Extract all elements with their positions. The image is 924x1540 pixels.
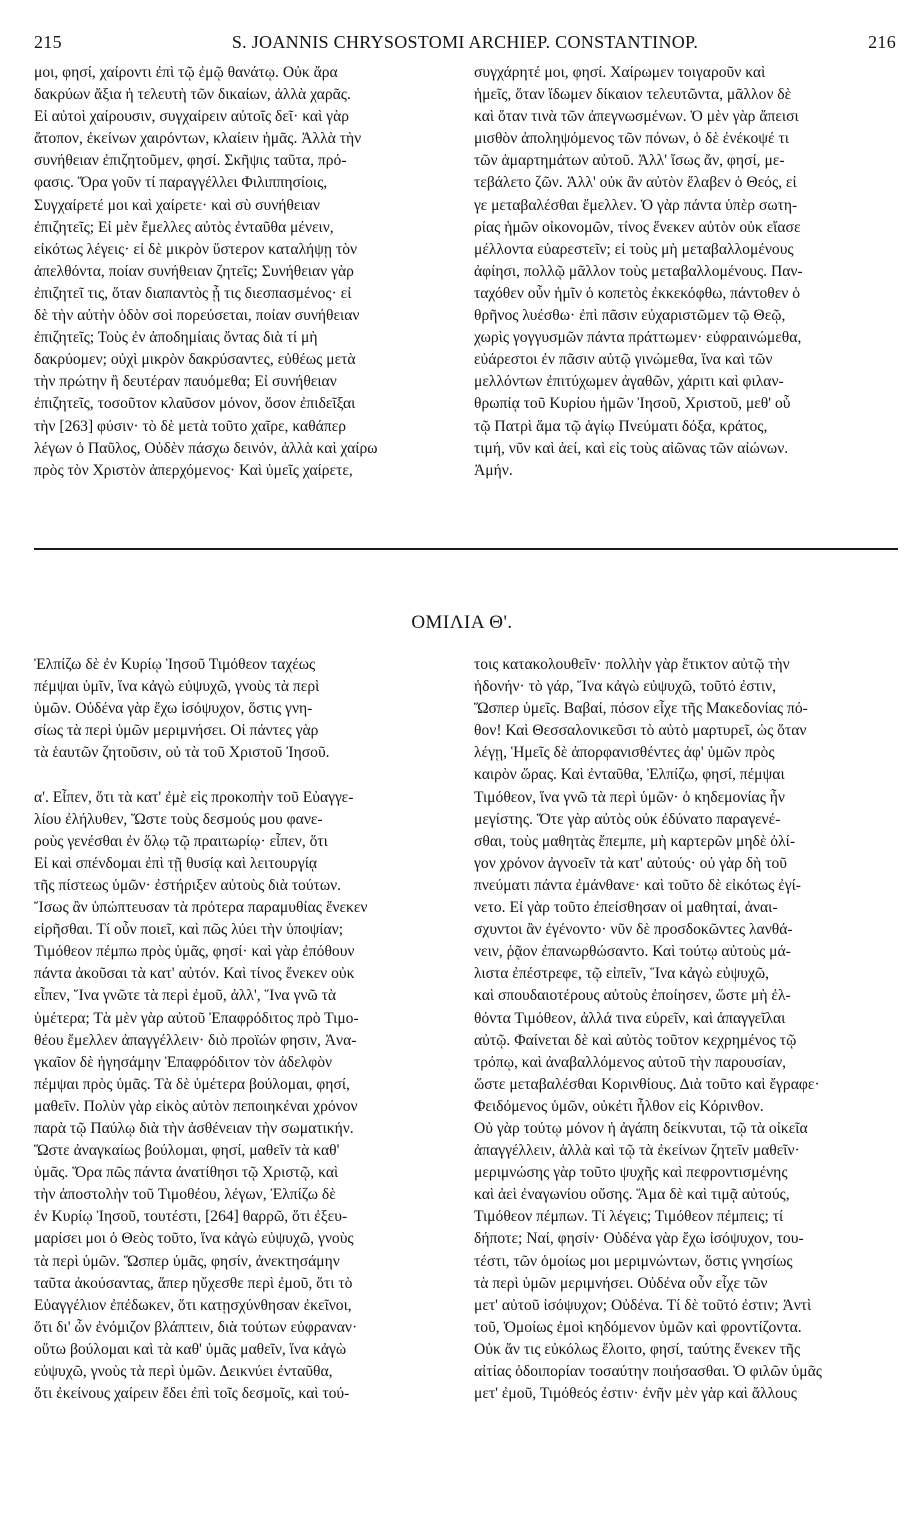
text-line: Εἰ αὐτοὶ χαίρουσιν, συγχαίρειν αὐτοῖς δεῖ· καὶ γὰρ <box>34 108 350 126</box>
text-line: θρωπίᾳ τοῦ Κυρίου ἡμῶν Ἰησοῦ, Χριστοῦ, μεθ' οὗ <box>474 395 791 413</box>
text-line: Εὐαγγέλιον ἐπέδωκεν, ὅτι κατῃσχύνθησαν ἐκεῖνοι, <box>34 1296 352 1314</box>
text-line: νειν, ῥᾷον ἐπανωρθώσαντο. Καὶ τούτῳ αὐτοὺς μά- <box>474 943 791 961</box>
page-number-left: 215 <box>34 32 62 52</box>
text-line: μετ' αὐτοῦ ἰσόψυχον; Οὐδένα. Τί δὲ τοῦτό ἐστιν; Ἀντὶ <box>474 1296 812 1314</box>
text-line: γε μεταβαλέσθαι ἔμελλεν. Ὁ γὰρ πάντα ὑπὲρ σωτη- <box>474 196 798 214</box>
text-line: τῶν ἁμαρτημάτων αὐτοῦ. Ἀλλ' ἴσως ἄν, φησί, με- <box>474 152 785 170</box>
text-line: σθαι, τοὺς μαθητὰς ἔπεμπε, μὴ καρτερῶν μηδὲ ὀλί- <box>474 832 796 850</box>
text-line: λίου ἐλήλυθεν, Ὥστε τοὺς δεσμούς μου φανε- <box>34 810 323 828</box>
text-line: ταῦτα ἀκούσαντας, ἅπερ ηὔχεσθε περὶ ἐμοῦ, ὅτι τὸ <box>34 1274 353 1292</box>
text-line: πέμψαι ὑμῖν, ἵνα κἀγὼ εὐψυχῶ, γνοὺς τὰ περὶ <box>34 678 320 696</box>
text-line: εὐψυχῶ, γνοὺς τὰ περὶ ὑμῶν. Δεικνύει ἐνταῦθα, <box>34 1363 333 1380</box>
text-line: μέλλοντα εὐαρεστεῖν; εἰ τοὺς μὴ μεταβαλλομένους <box>474 240 794 258</box>
text-line: γκαῖον δὲ ἡγησάμην Ἐπαφρόδιτον τὸν ἀδελφὸν <box>34 1053 333 1071</box>
text-line: μετ' ἐμοῦ, Τιμόθεός ἐστιν· ἐνῆν μὲν γὰρ καὶ ἄλλους <box>474 1385 797 1403</box>
text-line: ταχόθεν οὖν ἡμῖν ὁ κοπετὸς ἐκκεκόφθω, πάντοθεν ὁ <box>474 284 801 302</box>
text-line: θρῆνος λυέσθω· ἐπὶ πᾶσιν εὐχαριστῶμεν τῷ Θεῷ, <box>474 307 786 325</box>
text-line: Ὥστε ἀναγκαίως βούλομαι, φησί, μαθεῖν τὰ καθ' <box>34 1142 340 1160</box>
text-line: λέγῃ, Ἡμεῖς δὲ ἀπορφανισθέντες ἀφ' ὑμῶν πρὸς <box>474 744 775 762</box>
text-line: Εἰ καὶ σπένδομαι ἐπὶ τῇ θυσίᾳ καὶ λειτουργίᾳ <box>34 854 318 872</box>
text-line: πρὸς τὸν Χριστὸν ἀπερχόμενος· Καὶ ὑμεῖς χαίρετε, <box>34 461 353 479</box>
text-line: καὶ σπουδαιοτέρους αὐτοὺς ἐποίησεν, ὥστε μὴ ἐλ- <box>474 987 791 1005</box>
text-line: Τιμόθεον πέμπω πρὸς ὑμᾶς, φησί· καὶ γὰρ ἐπόθουν <box>34 943 355 961</box>
text-line: δήποτε; Ναί, φησίν· Οὐδένα γὰρ ἔχω ἰσόψυχον, του- <box>474 1230 804 1248</box>
text-line: παρὰ τῷ Παύλῳ διὰ τὴν ἀσθένειαν τὴν σωματικήν. <box>34 1119 354 1137</box>
text-line <box>34 764 458 786</box>
text-line: θέου ἔμελλεν ἀπαγγέλλειν· διὸ προϊών φησιν, Ἀνα- <box>34 1031 357 1049</box>
text-line: πάντα ἀκοῦσαι τὰ κατ' αὐτόν. Καὶ τίνος ἕνεκεν οὐκ <box>34 965 355 983</box>
top-left-column <box>34 62 454 482</box>
text-line: θόντα Τιμόθεον, ἀλλά τινα εὑρεῖν, καὶ ἀπαγγεῖλαι <box>474 1009 786 1027</box>
text-line: μεριμνώσης γὰρ τοῦτο ψυχῆς καὶ πεφροντισμένης <box>474 1164 788 1182</box>
text-line: ὥστε μεταβαλέσθαι Κορινθίους. Διὰ τοῦτο καὶ ἔγραφε· <box>474 1075 820 1093</box>
text-line: μαρίσει μοι ὁ Θεὸς τοῦτο, ἵνα κἀγὼ εὐψυχῶ, γνοὺς <box>34 1230 354 1248</box>
page-number-right: 216 <box>868 32 896 52</box>
text-line: εἶπεν, Ἵνα γνῶτε τὰ περὶ ἐμοῦ, ἀλλ', Ἵνα γνῶ τὰ <box>34 987 336 1005</box>
text-line: Συγχαίρετέ μοι καὶ χαίρετε· καὶ σὺ συνήθειαν <box>34 196 320 214</box>
text-line: ἡμεῖς, ὅταν ἴδωμεν δίκαιον τελευτῶντα, μᾶλλον δὲ <box>474 86 792 104</box>
text-line: Οὐ γὰρ τούτῳ μόνον ἡ ἀγάπη δείκνυται, τῷ τὰ οἰκεῖα <box>474 1119 808 1137</box>
text-line: μοι, φησί, χαίροντι ἐπὶ τῷ ἐμῷ θανάτῳ. Οὐκ ἄρα <box>34 64 338 81</box>
text-line: α'. Εἶπεν, ὅτι τὰ κατ' ἐμὲ εἰς προκοπὴν τοῦ Εὐαγγε- <box>34 788 354 806</box>
text-line: γον χρόνον ἀγνοεῖν τὰ κατ' αὐτούς· οὐ γὰρ δὴ τοῦ <box>474 854 788 872</box>
text-line: τιμή, νῦν καὶ ἀεί, καὶ εἰς τοὺς αἰῶνας τῶν αἰώνων. <box>474 439 789 457</box>
text-line: τὰ περὶ ὑμῶν. Ὥσπερ ὑμᾶς, φησίν, ἀνεκτησάμην <box>34 1252 340 1270</box>
top-right-column <box>474 62 898 482</box>
text-line: ἀπελθόντα, ποίαν συνήθειαν ζητεῖς; Συνήθειαν γὰρ <box>34 262 354 280</box>
text-line: Φειδόμενος ὑμῶν, οὐκέτι ἦλθον εἰς Κόρινθον. <box>474 1097 764 1115</box>
text-line: μεγίστης. Ὅτε γὰρ αὐτὸς οὐκ ἐδύνατο παραγενέ- <box>474 810 781 828</box>
running-title: S. JOANNIS CHRYSOSTOMI ARCHIEP. CONSTANTINOP. <box>231 32 699 52</box>
bottom-left-column <box>34 654 458 1405</box>
text-line: ἡδονήν· τὸ γάρ, Ἵνα κἀγὼ εὐψυχῶ, τοῦτό ἐστιν, <box>474 678 777 696</box>
text-line: μελλόντων ἐπιτύχωμεν ἀγαθῶν, χάριτι καὶ φιλαν- <box>474 373 784 391</box>
text-line: ἐπιζητεῖ τις, ὅταν διαπαντὸς ᾖ τις διεσπασμένος· εἰ <box>34 284 352 302</box>
text-line: συγχάρητέ μοι, φησί. Χαίρωμεν τοιγαροῦν καὶ <box>474 64 766 81</box>
text-line: ὑμέτερα; Τὰ μὲν γὰρ αὐτοῦ Ἐπαφρόδιτος πρὸ Τιμο- <box>34 1009 359 1027</box>
text-line: Ὥσπερ ὑμεῖς. Βαβαί, πόσον εἶχε τῆς Μακεδονίας πό- <box>474 700 808 718</box>
text-line: αἰτίας ὁδοιπορίαν τοσαύτην ποιήσασθαι. Ὁ φιλῶν ὑμᾶς <box>474 1363 822 1380</box>
text-line: μαθεῖν. Πολὺν γὰρ εἰκὸς αὐτὸν πεποιηκέναι χρόνον <box>34 1097 358 1115</box>
text-line: ἐν Κυρίῳ Ἰησοῦ, τουτέστι, [264] θαρρῶ, ὅτι ἐξευ- <box>34 1208 348 1226</box>
text-line: εὐάρεστοι ἐν πᾶσιν αὐτῷ γινώμεθα, ἵνα καὶ τῶν <box>474 351 773 369</box>
text-line: τεβάλετο ζῶν. Ἀλλ' οὐκ ἂν αὐτὸν ἔλαβεν ὁ Θεός, εἰ <box>474 174 797 192</box>
text-line: τὴν [263] φύσιν· τὸ δὲ μετὰ τοῦτο χαῖρε, καθάπερ <box>34 417 347 435</box>
text-line: ἄτοπον, ἐκείνων χαιρόντων, κλαίειν ἡμᾶς. Ἀλλὰ τὴν <box>34 130 362 148</box>
text-line: συνήθειαν ἐπιζητοῦμεν, φησί. Σκῆψις ταῦτα, πρό- <box>34 152 347 170</box>
text-line: ὅτι δι' ὧν ἐνόμιζον βλάπτειν, διὰ τούτων εὐφραναν· <box>34 1318 358 1336</box>
text-line: ἐπιζητεῖς; Εἰ μὲν ἔμελλες αὐτὸς ἐνταῦθα μένειν, <box>34 218 334 236</box>
text-line: Οὐκ ἄν τις εὐκόλως ἕλοιτο, φησί, ταύτης ἕνεκεν τῆς <box>474 1340 801 1358</box>
text-line: καὶ ἀεὶ ἐναγωνίου οὔσης. Ἅμα δὲ καὶ τιμᾷ αὐτούς, <box>474 1186 790 1204</box>
running-header <box>34 32 896 60</box>
text-line: τὰ ἑαυτῶν ζητοῦσιν, οὐ τὰ τοῦ Χριστοῦ Ἰησοῦ. <box>34 744 330 762</box>
text-line: οὕτω βούλομαι καὶ τὰ καθ' ὑμᾶς μαθεῖν, ἵνα κἀγὼ <box>34 1340 347 1358</box>
text-line: καιρὸν ὥρας. Καὶ ἐνταῦθα, Ἐλπίζω, φησί, πέμψαι <box>474 766 785 784</box>
text-line: εἰρῆσθαι. Τί οὖν ποιεῖ, καὶ πῶς λύει τὴν ὑποψίαν; <box>34 921 344 939</box>
text-line: πέμψαι πρὸς ὑμᾶς. Τὰ δὲ ὑμέτερα βούλομαι, φησί, <box>34 1075 350 1093</box>
text-line: δὲ τὴν αὐτὴν ὁδὸν σοὶ πορεύσεται, ποίαν συνήθειαν <box>34 307 360 325</box>
homily-title: ΟΜΙΛΙΑ Θ'. <box>411 612 513 633</box>
text-line: τοις κατακολουθεῖν· πολλὴν γὰρ ἔτικτον αὐτῷ τὴν <box>474 656 790 673</box>
text-line: ρίας ἡμῶν οἰκονομῶν, τίνος ἕνεκεν αὐτὸν οὐκ εἴασε <box>474 218 801 236</box>
text-line: τὴν πρώτην ἢ δευτέραν παυόμεθα; Εἰ συνήθειαν <box>34 373 337 391</box>
text-line: νετο. Εἰ γὰρ τοῦτο ἐπείσθησαν οἱ μαθηταί, ἀναι- <box>474 899 778 917</box>
text-line: τέστι, τῶν ὁμοίως μοι μεριμνώντων, ὅστις γνησίως <box>474 1252 793 1270</box>
text-line: ἀπαγγέλλειν, ἀλλὰ καὶ τῷ τὰ ἐκείνων ζητεῖν μαθεῖν· <box>474 1142 800 1160</box>
text-line: ὅτι ἐκείνους χαίρειν ἔδει ἐπὶ τοῖς δεσμοῖς, καὶ τού- <box>34 1385 350 1403</box>
text-line: τὴν ἀποστολὴν τοῦ Τιμοθέου, λέγων, Ἐλπίζω δὲ <box>34 1186 336 1204</box>
text-line: δακρύων ἄξια ἡ τελευτὴ τῶν δικαίων, ἀλλὰ χαρᾶς. <box>34 86 351 104</box>
text-line: λιστα ἐπέστρεφε, τῷ εἰπεῖν, Ἵνα κἀγὼ εὐψυχῶ, <box>474 965 770 983</box>
text-line: ὑμῶν. Οὐδένα γὰρ ἔχω ἰσόψυχον, ὅστις γνη- <box>34 700 313 718</box>
text-line: εἰκότως λέγεις· εἰ δὲ μικρὸν ὕστερον καταλήψῃ τὸν <box>34 240 358 258</box>
text-line: ἐπιζητεῖς, τοσοῦτον κλαῦσον μόνον, ὅσον ἐπιδεῖξαι <box>34 395 356 413</box>
text-line: Τιμόθεον πέμπων. Τί λέγεις; Τιμόθεον πέμπεις; τί <box>474 1208 784 1226</box>
section-divider <box>34 548 898 550</box>
bottom-right-column <box>474 654 898 1405</box>
text-line: πνεύματι πάντα ἐμάνθανε· καὶ τοῦτο δὲ εἰκότως ἐγί- <box>474 876 801 894</box>
text-line: ἀφίησι, πολλῷ μᾶλλον τοὺς μεταβαλλομένους. Παν- <box>474 262 803 280</box>
text-line: τῆς πίστεως ὑμῶν· ἐστήριξεν αὐτοὺς διὰ τούτων. <box>34 876 342 894</box>
text-line: σίως τὰ περὶ ὑμῶν μεριμνήσει. Οἱ πάντες γὰρ <box>34 722 319 740</box>
text-line: λέγων ὁ Παῦλος, Οὐδὲν πάσχω δεινόν, ἀλλὰ καὶ χαίρω <box>34 439 378 457</box>
text-line: δακρύομεν; οὐχὶ μικρὸν δακρύσαντες, εὐθέως μετὰ <box>34 351 356 369</box>
text-line: μισθὸν ἀποληψόμενος τῶν πόνων, ὁ δὲ ἐνέκοψέ τι <box>474 130 789 148</box>
text-line: τρόπῳ, καὶ ἀναβαλλόμενος αὐτοῦ τὴν παρουσίαν, <box>474 1053 787 1071</box>
text-line: φασις. Ὅρα γοῦν τί παραγγέλλει Φιλιππησίοις, <box>34 174 328 192</box>
text-line: τῷ Πατρὶ ἅμα τῷ ἁγίῳ Πνεύματι δόξα, κράτος, <box>474 417 768 435</box>
text-line: ἐπιζητεῖς; Τοὺς ἐν ἀποδημίαις ὄντας διὰ τί μὴ <box>34 329 318 347</box>
text-line: ὑμᾶς. Ὅρα πῶς πάντα ἀνατίθησι τῷ Χριστῷ, καὶ <box>34 1164 339 1182</box>
text-line: τὰ περὶ ὑμῶν μεριμνήσει. Οὐδένα οὖν εἶχε τῶν <box>474 1274 768 1292</box>
text-line: Ἐλπίζω δὲ ἐν Κυρίῳ Ἰησοῦ Τιμόθεον ταχέως <box>34 656 316 673</box>
text-line: τοῦ, Ὁμοίως ἐμοὶ κηδόμενον ὑμῶν καὶ φροντίζοντα. <box>474 1318 802 1336</box>
text-line: Τιμόθεον, ἵνα γνῶ τὰ περὶ ὑμῶν· ὁ κηδεμονίας ἦν <box>474 788 785 806</box>
text-line: αὐτῷ. Φαίνεται δὲ καὶ αὐτὸς τοῦτον κεχρημένος τῷ <box>474 1031 797 1049</box>
text-line: χωρὶς γογγυσμῶν πάντα πράττωμεν· εὐφραινώμεθα, <box>474 329 802 347</box>
text-line: ροὺς γενέσθαι ἐν ὅλῳ τῷ πραιτωρίῳ· εἶπεν, ὅτι <box>34 832 328 850</box>
text-line: θον! Καὶ Θεσσαλονικεῦσι τὸ αὐτὸ μαρτυρεῖ, ὡς ὅταν <box>474 722 807 740</box>
text-line: Ἴσως ἂν ὑπώπτευσαν τὰ πρότερα παραμυθίας ἕνεκεν <box>34 899 368 917</box>
text-line: σχυντοι ἂν ἐγένοντο· νῦν δὲ προσδοκῶντες λανθά- <box>474 921 793 939</box>
text-line: καὶ ὅταν τινὰ τῶν ἀπεγνωσμένων. Ὁ μὲν γὰρ ἄπεισι <box>474 108 799 126</box>
text-line: Ἀμήν. <box>474 461 513 479</box>
